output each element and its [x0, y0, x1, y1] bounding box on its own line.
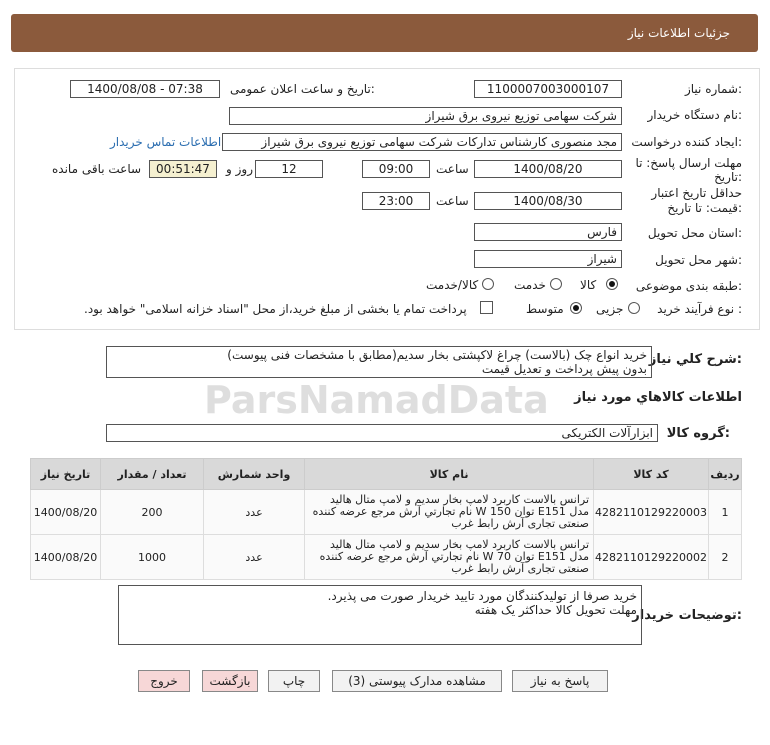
goods-section-title: اطلاعات کالاهاي مورد نياز — [574, 390, 742, 405]
buyer-label: نام دستگاه خریدار: — [647, 108, 742, 122]
validity-date-field: 1400/08/30 — [474, 192, 622, 210]
page-title: جزئیات اطلاعات نیاز — [627, 26, 730, 40]
deadline-time-field: 09:00 — [362, 160, 430, 178]
items-table — [30, 458, 742, 580]
province-field: فارس — [474, 223, 622, 241]
category-radio-both[interactable] — [482, 278, 494, 290]
description-label: شرح کلي نياز: — [648, 352, 742, 367]
cell-name: ترانس بالاست کاربرد لامپ بخار سدیم و لامپ متال هالید مدل E151 توان 70 W نام تجارتي آرش مرجع عرضه کننده صنعتی تجاری آرش رابط غرب — [305, 535, 594, 580]
description-line-1: خرید انواع چک (بالاست) چراغ لاکپشتی بخار سدیم(مطابق با مشخصات فنی پیوست) — [227, 348, 647, 362]
table-row — [31, 490, 742, 535]
notes-label: توضیحات خریدار: — [632, 608, 742, 623]
buyer-field: شرکت سهامی توزیع نیروی برق شیراز — [229, 107, 622, 125]
col-name: نام کالا — [305, 459, 594, 490]
validity-time-field: 23:00 — [362, 192, 430, 210]
col-unit: واحد شمارش — [204, 459, 305, 490]
announce-field: 1400/08/08 - 07:38 — [70, 80, 220, 98]
creator-label: ایجاد کننده درخواست: — [631, 135, 742, 149]
table-row — [31, 535, 742, 580]
remaining-label: ساعت باقی مانده — [52, 162, 142, 176]
notes-line-2: مهلت تحویل کالا حداکثر یک هفته — [474, 603, 637, 617]
days-label: روز و — [226, 162, 253, 176]
cell-name: ترانس بالاست کاربرد لامپ بخار سدیم و لامپ متال هالید مدل E151 توان 150 W نام تجارتي آرش مرجع عرضه کننده صنعتی تجاری آرش رابط غرب — [305, 490, 594, 535]
category-option-both: کالا/خدمت — [426, 278, 479, 292]
days-field: 12 — [255, 160, 323, 178]
description-field — [106, 346, 652, 378]
process-radio-medium[interactable] — [570, 302, 582, 314]
reply-button[interactable]: پاسخ به نیاز — [512, 670, 608, 692]
category-label: طبقه بندی موضوعی: — [635, 279, 742, 293]
page-header — [11, 14, 758, 52]
col-code: کد کالا — [594, 459, 709, 490]
col-date: تاریخ نیاز — [31, 459, 101, 490]
process-option-minor: جزیی — [596, 302, 624, 316]
col-qty: تعداد / مقدار — [101, 459, 204, 490]
cell-code: 4282110129220002 — [594, 535, 709, 580]
print-button[interactable]: چاپ — [268, 670, 320, 692]
validity-label-1: حداقل تاریخ اعتبار — [651, 186, 742, 200]
cell-date: 1400/08/20 — [31, 535, 101, 580]
treasury-checkbox[interactable] — [480, 301, 493, 314]
creator-field: مجد منصوری کارشناس تدارکات شرکت سهامی توزیع نیروی برق شیراز — [222, 133, 622, 151]
cell-index: 2 — [709, 535, 742, 580]
process-label: نوع فرآیند خرید : — [657, 302, 742, 316]
process-radio-minor[interactable] — [628, 302, 640, 314]
payment-note: پرداخت تمام یا بخشی از مبلغ خرید،از محل "اسناد خزانه اسلامی" خواهد بود. — [84, 302, 467, 316]
cell-code: 4282110129220003 — [594, 490, 709, 535]
city-label: شهر محل تحویل: — [655, 253, 742, 267]
cell-unit: عدد — [204, 490, 305, 535]
description-line-2: بدون پیش پرداخت و تعدیل قیمت — [481, 362, 647, 376]
announce-label: تاریخ و ساعت اعلان عمومی: — [230, 82, 375, 96]
goods-group-label: گروه کالا: — [666, 426, 730, 441]
cell-date: 1400/08/20 — [31, 490, 101, 535]
need-number-field: 1100007003000107 — [474, 80, 622, 98]
back-button[interactable]: بازگشت — [202, 670, 258, 692]
notes-field — [118, 585, 642, 645]
category-radio-service[interactable] — [550, 278, 562, 290]
attachments-button[interactable]: مشاهده مدارک پیوستی (3) — [332, 670, 502, 692]
exit-button[interactable]: خروج — [138, 670, 190, 692]
watermark-brand: ParsNamadData — [204, 378, 549, 422]
validity-hour-label: ساعت — [436, 194, 469, 208]
goods-group-field: ابزارآلات الکتریکی — [106, 424, 658, 442]
category-radio-goods[interactable] — [606, 278, 618, 290]
deadline-hour-label: ساعت — [436, 162, 469, 176]
category-option-service: خدمت — [514, 278, 546, 292]
table-header-row — [31, 459, 742, 490]
validity-label-2: قیمت: تا تاریخ: — [667, 201, 742, 215]
cell-qty: 1000 — [101, 535, 204, 580]
col-index: ردیف — [709, 459, 742, 490]
notes-line-1: خرید صرفا از تولیدکنندگان مورد تایید خریدار صورت می پذیرد. — [327, 589, 637, 603]
process-option-medium: متوسط — [526, 302, 564, 316]
category-option-goods: کالا — [580, 278, 597, 292]
contact-info-link[interactable]: اطلاعات تماس خریدار — [110, 135, 222, 149]
province-label: استان محل تحویل: — [647, 226, 742, 240]
city-field: شیراز — [474, 250, 622, 268]
cell-qty: 200 — [101, 490, 204, 535]
deadline-date-field: 1400/08/20 — [474, 160, 622, 178]
need-number-label: شماره نیاز: — [684, 82, 742, 96]
remaining-time-field: 00:51:47 — [149, 160, 217, 178]
cell-unit: عدد — [204, 535, 305, 580]
deadline-label: مهلت ارسال پاسخ: تا تاریخ: — [635, 156, 742, 184]
cell-index: 1 — [709, 490, 742, 535]
